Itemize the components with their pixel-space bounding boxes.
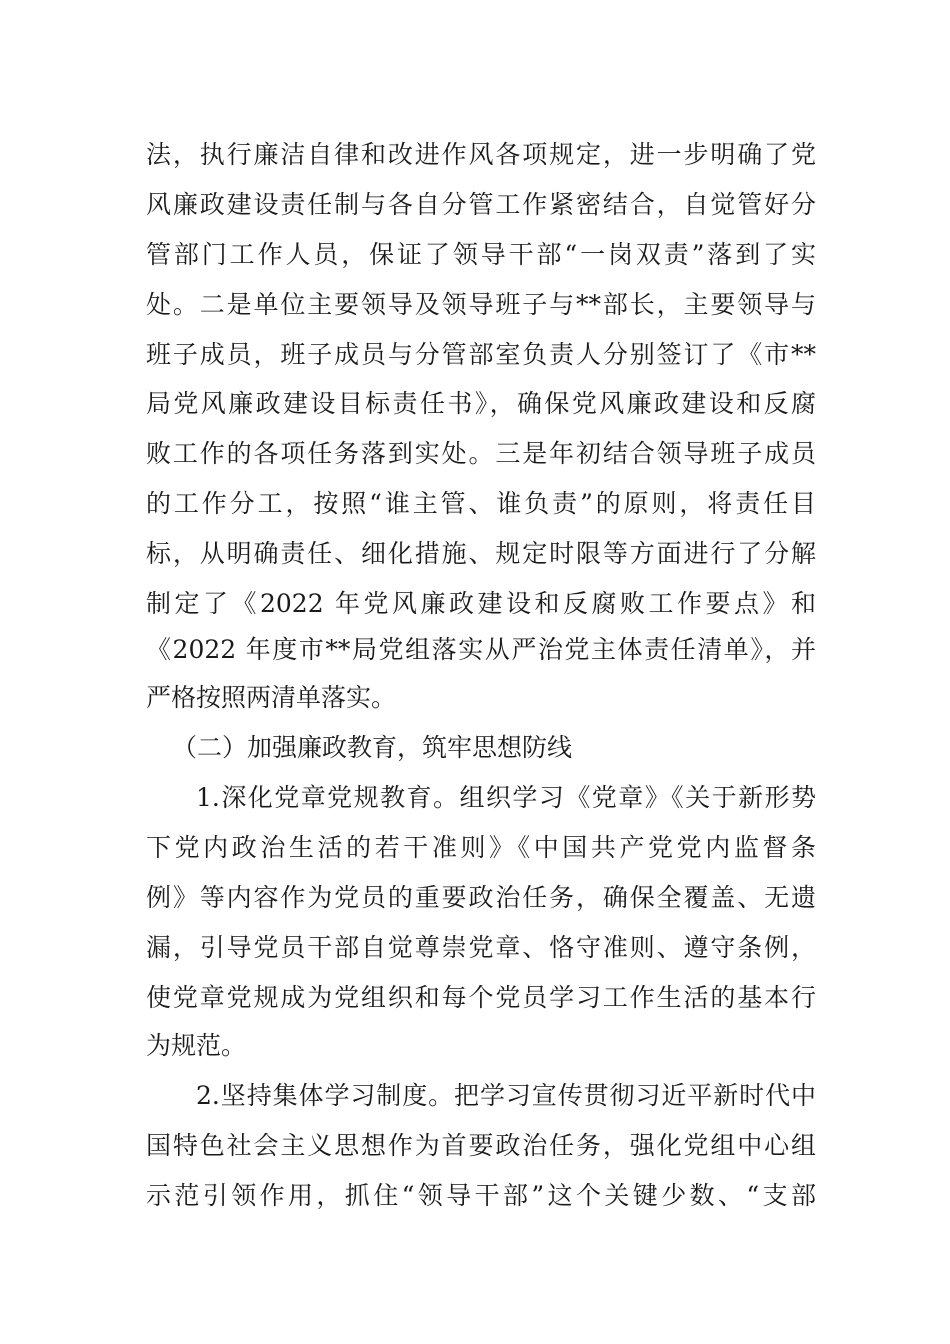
text-line: 例》等内容作为党员的重要政治任务，确保全覆盖、无遗 (146, 883, 816, 912)
text-line: 的工作分工，按照“谁主管、谁负责”的原则，将责任目 (146, 489, 816, 518)
text-line: 处。二是单位主要领导及领导班子与**部长，主要领导与 (146, 290, 816, 319)
text-line: 局党风廉政建设目标责任书》，确保党风廉政建设和反腐 (146, 389, 816, 418)
text-line: 法，执行廉洁自律和改进作风各项规定，进一步明确了党 (146, 140, 816, 169)
text-line: 标，从明确责任、细化措施、规定时限等方面进行了分解 (146, 539, 816, 568)
text-line: 国特色社会主义思想作为首要政治任务，强化党组中心组 (146, 1131, 816, 1160)
text-line: 严格按照两清单落实。 (146, 683, 397, 712)
text-line: 下党内政治生活的若干准则》《中国共产党党内监督条 (146, 833, 816, 862)
text-line: 为规范。 (146, 1031, 247, 1060)
text-line: 漏，引导党员干部自觉尊崇党章、恪守准则、遵守条例， (146, 933, 816, 962)
text-line: 制定了《2022 年党风廉政建设和反腐败工作要点》和 (146, 589, 816, 618)
text-line: 《2022 年度市**局党组落实从严治党主体责任清单》，并 (146, 635, 816, 664)
text-line: 风廉政建设责任制与各自分管工作紧密结合，自觉管好分 (146, 190, 816, 219)
text-line: 示范引领作用，抓住“领导干部”这个关键少数、“支部 (146, 1181, 816, 1210)
text-line: 1.深化党章党规教育。组织学习《党章》《关于新形势 (196, 783, 816, 812)
text-line: 败工作的各项任务落到实处。三是年初结合领导班子成员 (146, 439, 816, 468)
text-line: 班子成员，班子成员与分管部室负责人分别签订了《市** (146, 340, 816, 369)
text-line: 管部门工作人员，保证了领导干部“一岗双责”落到了实 (146, 240, 816, 269)
section-heading: （二）加强廉政教育，筑牢思想防线 (172, 733, 573, 762)
text-line: 2.坚持集体学习制度。把学习宣传贯彻习近平新时代中 (196, 1081, 816, 1110)
text-line: 使党章党规成为党组织和每个党员学习工作生活的基本行 (146, 983, 816, 1012)
